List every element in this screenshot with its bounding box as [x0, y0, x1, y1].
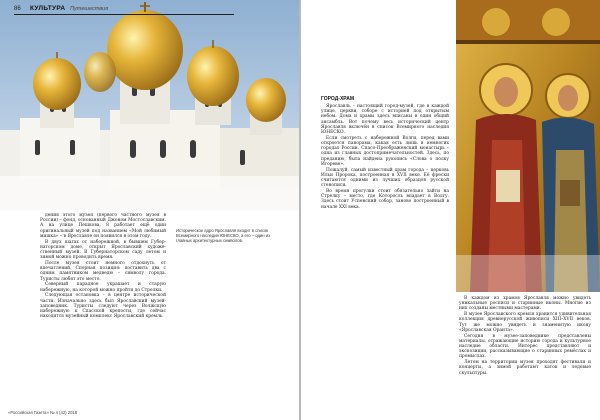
section-subtitle: Путешествия — [70, 5, 109, 12]
paragraph: Следующая остановка – в центре исторической части. Изначально здесь был Ярославский музей-заповедник. Туристы следуют через Волжскую набережную к Спасской крепости, где сейчас находится музейный комплекс Ярославский кремль. — [40, 293, 166, 320]
paragraph: Во время прогулки стоит обязательно зайти на Стрелку – место, где Которосль впадает в Волгу. Здесь стоит Успенский собор, заново построенный в начале XXI века. — [321, 189, 449, 210]
section-label: КУЛЬТУРА — [30, 5, 66, 12]
right-page — [301, 0, 600, 420]
paragraph: Летом на территории музея проходят фестивали и концерты, а зимой работают каток и ледовые скульптуры. — [459, 360, 591, 376]
paragraph: После музея стоит немного отдохнуть от впечатлений. Спорная позиция: поставить два с одним памятником медведю – символу города. Туристы любят это место. — [40, 261, 166, 282]
paragraph: Пожалуй, самый известный храм города – церковь Ильи Пророка, построенная в XVII веке. Её фрески считаются одними из лучших образцов русской стенописи. — [321, 167, 449, 189]
left-text-column — [40, 213, 166, 320]
paragraph: Сегодня в музее-заповеднике представлены материалы, отражающие историю города и культурное наследие области. Интерес представляют и экспозиции, рассказывающие о старинных ремёслах и промыслах. — [459, 333, 591, 360]
paragraph: дения этого музея (первого частного музея в России) – фонд, основанный Джоном Мостославским. А на улице Пешкова, 8 работает ещё один оригинальный музей под названием «Мой любимый мишка» – в Ярославле он появился в этом году. — [40, 213, 166, 239]
header-rule — [14, 14, 234, 15]
paragraph: Северный парадное украшает и старую набережную, на которой можно пройти до Стрелки. — [40, 282, 166, 293]
paragraph: Если смотреть с набережной Волги, перед вами откроется панорама, какая есть лишь в немногих городах России. Спасо-Преображенский монастырь – одна из главных достопримечательностей. Здесь, по преданию, была найдена рукопись «Слова о полку Игореве». — [321, 135, 449, 167]
photo-caption: Историческое ядро Ярославля входит в список Всемирного наследия ЮНЕСКО, а его – один из главных архитектурных символов. — [176, 228, 271, 243]
right-text-column-2 — [459, 296, 591, 376]
saint-icon-photo — [456, 0, 600, 292]
cathedral-photo — [0, 0, 299, 210]
paragraph: В музее Ярославского кремля хранится удивительная коллекция древнерусской живописи XIII–XVII веков. Тут же можно увидеть и знаменитую икону «Ярославская Оранта». — [459, 312, 591, 333]
left-page — [0, 0, 299, 420]
paragraph: В двух шагах от набережной, в бывшем Губернаторском доме, открыт Ярославский художественный музей. В Губернаторском саду летом и зимой можно проводить время. — [40, 239, 166, 261]
page-number: 86 — [14, 6, 21, 12]
paragraph: Ярославль – настоящий город-музей, где в каждой улице, церкви, соборе с историей под открытым небом. Дома и храмы здесь вписаны в один общий ансамбль. Вот почему весь исторический центр Ярославля включён в список Всемирного наследия ЮНЕСКО. — [321, 104, 449, 136]
right-text-column-1 — [321, 104, 449, 210]
page-footer: «Российская Газета» № 4 (42) 2018 — [8, 410, 78, 415]
paragraph: В каждом из храмов Ярославля можно увидеть уникальные росписи и старинные иконы. Многие из них созданы местными мастерами. — [459, 296, 591, 312]
section-subhead: ГОРОД-ХРАМ — [321, 96, 354, 102]
